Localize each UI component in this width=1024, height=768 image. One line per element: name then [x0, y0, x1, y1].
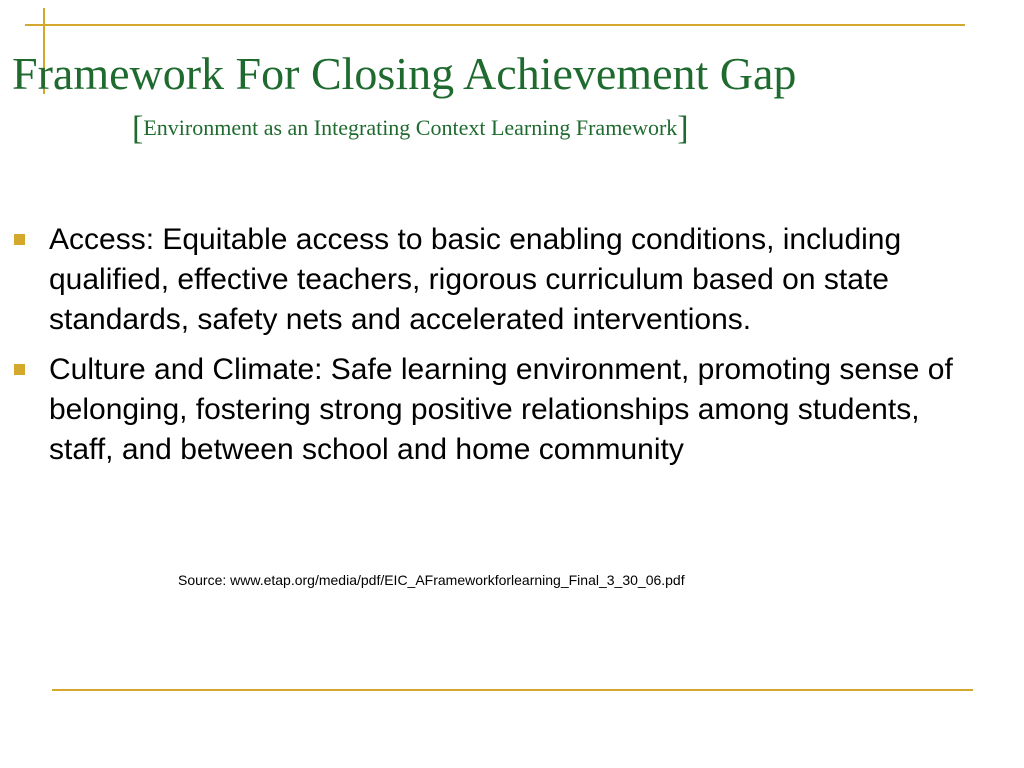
top-accent-line [25, 24, 965, 26]
bottom-accent-line [52, 689, 973, 691]
bullet-list [14, 220, 974, 480]
bullet-text: Access: Equitable access to basic enabling conditions, including qualified, effective teachers, rigorous curriculum based on state standards, safety nets and accelerated interventions. [49, 223, 902, 336]
subtitle-text: Environment as an Integrating Context Learning Framework [143, 115, 678, 140]
square-bullet-icon [14, 234, 25, 245]
slide-subtitle [132, 108, 689, 149]
slide-title: Framework For Closing Achievement Gap [12, 48, 797, 99]
subtitle-close-bracket: ] [677, 110, 689, 147]
bullet-item-access [14, 220, 974, 340]
bullet-item-culture-climate [14, 350, 974, 470]
source-citation: Source: www.etap.org/media/pdf/EIC_AFrameworkforlearning_Final_3_30_06.pdf [178, 572, 685, 588]
bullet-text: Culture and Climate: Safe learning environment, promoting sense of belonging, fostering strong positive relationships among students, staff, and between school and home community [49, 353, 953, 466]
square-bullet-icon [14, 364, 25, 375]
subtitle-open-bracket: [ [132, 110, 144, 147]
